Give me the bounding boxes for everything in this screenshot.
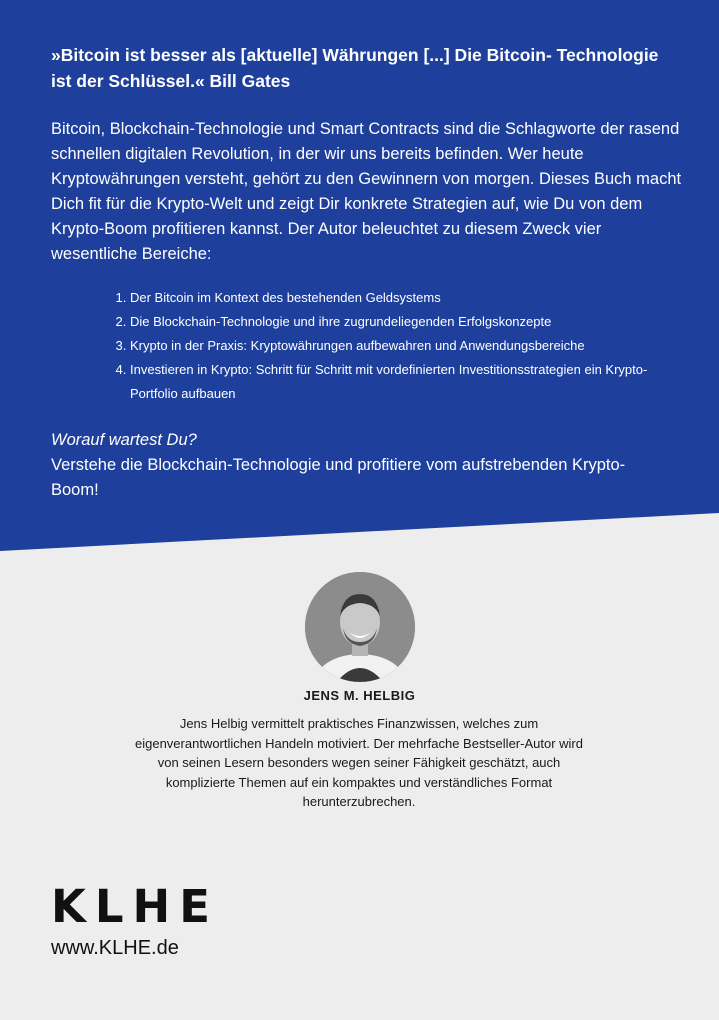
call-to-action: Verstehe die Blockchain-Technologie und profitiere vom aufstrebenden Krypto-Boom! — [51, 456, 626, 499]
list-item: 2. Die Blockchain-Technologie und ihre zugrundeliegenden Erfolgskonzepte — [130, 310, 670, 334]
author-name: JENS M. HELBIG — [303, 688, 416, 703]
bill-gates-quote: »Bitcoin ist besser als [aktuelle] Währungen [...] Die Bitcoin- Technologie ist der Schlüssel.« Bill Gates — [51, 45, 659, 91]
person-portrait-icon — [305, 572, 415, 682]
author-bio: Jens Helbig vermittelt praktisches Finanzwissen, welches zum eigenverantwortlichen Handeln motiviert. Der mehrfache Bestseller-Autor wird von seinen Lesern besonders wegen seiner Fähigkeit geschätzt, auch komplizierte Themen auf ein kompaktes und verständliches Format herunterzubrechen. — [135, 716, 583, 809]
topics-list — [108, 286, 670, 406]
list-item: 1. Der Bitcoin im Kontext des bestehenden Geldsystems — [130, 286, 670, 310]
publisher-url[interactable]: www.KLHE.de — [51, 937, 179, 959]
list-item: 4. Investieren in Krypto: Schritt für Schritt mit vordefinierten Investitionsstrategien ein Krypto-Portfolio aufbauen — [130, 358, 670, 406]
author-photo — [305, 572, 415, 682]
question-line: Worauf wartest Du? — [51, 431, 197, 449]
publisher-logo: KLHE — [51, 880, 219, 933]
intro-paragraph: Bitcoin, Blockchain-Technologie und Smart Contracts sind die Schlagworte der rasend schnellen digitalen Revolution, in der wir uns bereits befinden. Wer heute Kryptowährungen versteht, gehört zu den Gewinnern von morgen. Dieses Buch macht Dich fit für die Krypto-Welt und zeigt Dir konkrete Strategien auf, wie Du von dem Krypto-Boom profitieren kannst. Der Autor beleuchtet zu diesem Zweck vier wesentliche Bereiche: — [51, 120, 682, 263]
list-item: 3. Krypto in der Praxis: Kryptowährungen aufbewahren und Anwendungsbereiche — [130, 334, 670, 358]
